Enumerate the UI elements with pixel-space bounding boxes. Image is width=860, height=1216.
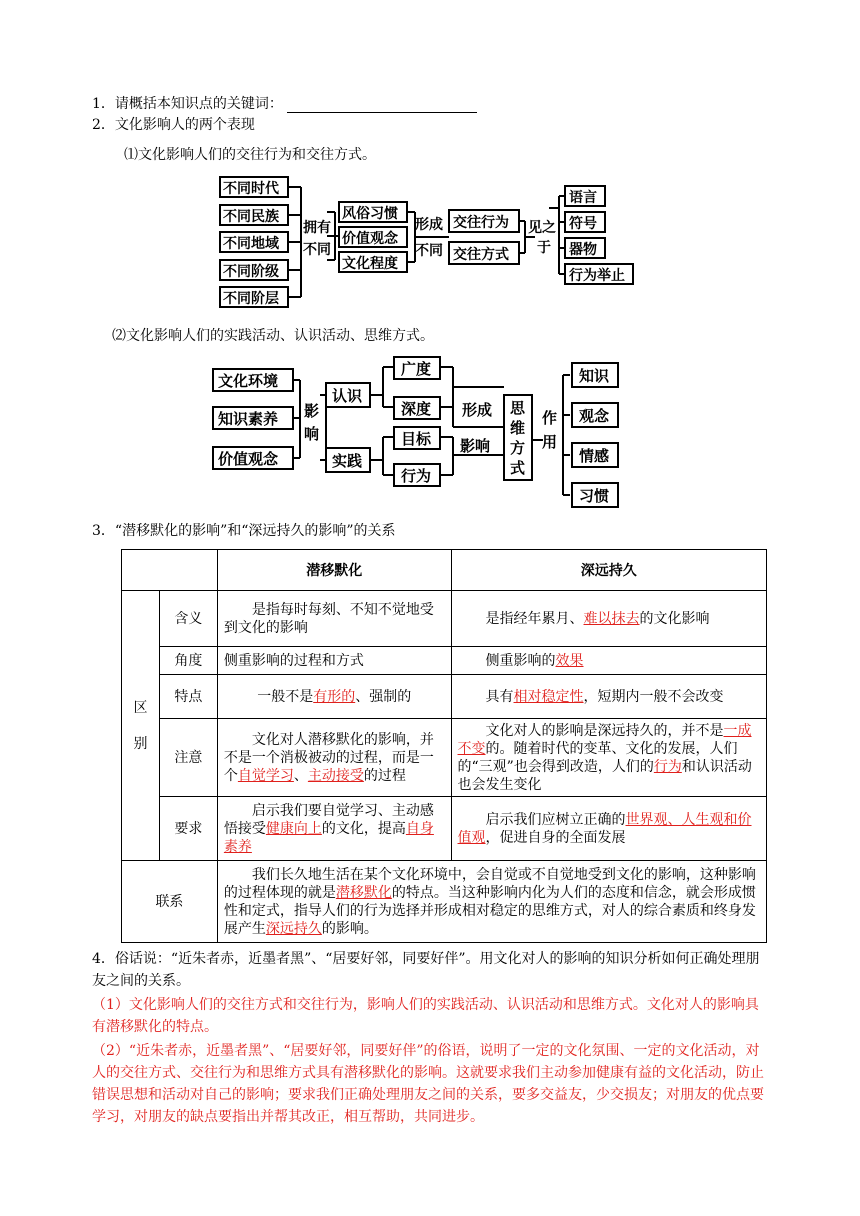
d2-bottom-0: 目标 [401,430,432,448]
answer-1: （1）文化影响人们的交往方式和交往行为，影响人们的实践活动、认识活动和思维方式。文化对人的影响具有潜移默化的特点。 [92,997,759,1035]
row-key: 角度 [159,647,217,675]
d1-left-4: 不同阶层 [223,291,279,307]
subpoint-2: ⑵文化影响人们的实践活动、认识活动、思维方式。 [112,328,434,344]
d1-see1: 见之 [528,220,556,236]
d2-top-1: 深度 [401,400,432,418]
d2-right-0: 知识 [579,367,610,385]
answer-2: （2）“近朱者赤，近墨者黑”、“居要好邻，同要好伴”的俗语，说明了一定的文化氛围、一定的文化活动，对人的交往方式、交往行为和思维方式具有潜移默化的影响。这就要求我们主动参加健康有益的文化活动，防止错误思想和活动对自己的影响；要求我们正确处理朋友之间的关系，要多交益友，少交损友；对朋友的优点要学习，对朋友的缺点要指出并帮其改正，相互帮助，共同进步。 [92,1043,764,1125]
d1-right-0: 语言 [569,190,597,206]
d2-think-1: 维 [510,419,526,437]
d1-form: 形成 [415,217,443,233]
d2-affect: 影响 [460,437,491,455]
d2-think-2: 方 [510,439,526,457]
row-key: 特点 [159,675,217,719]
diagram-communication [215,172,640,312]
d2-influence-0: 影 [304,402,320,420]
group-diff: 区 别 [122,591,160,861]
d1-mid-2: 文化程度 [342,256,398,272]
question-1-text: 1．请概括本知识点的关键词： [92,96,283,112]
row-key: 注意 [159,719,217,797]
d1-see2: 于 [537,240,551,256]
d2-left-0: 文化环境 [218,372,279,390]
diagram-thinking [208,355,628,510]
row-a: 是指每时每刻、不知不觉地受到文化的影响 [217,591,451,647]
d2-mid-0: 认识 [332,387,363,405]
d2-right-1: 观念 [579,407,610,425]
d1-right-1: 符号 [569,216,597,232]
d1-left-0: 不同时代 [223,181,279,197]
d2-form: 形成 [462,401,493,419]
d1-have: 拥有 [303,220,331,236]
row-a: 启示我们要自觉学习、主动感悟接受健康向上的文化，提高自身素养 [217,797,451,861]
row-b: 是指经年累月、难以抹去的文化影响 [451,591,766,647]
d1-mid-0: 风俗习惯 [342,206,398,222]
d2-think-0: 思 [510,399,526,417]
d2-left-1: 知识素养 [218,410,279,428]
question-3: 3．“潜移默化的影响”和“深远持久的影响”的关系 [92,523,396,539]
row-key-link: 联系 [122,861,218,943]
d1-right-2: 器物 [569,242,597,258]
d1-diff2: 不同 [415,243,443,259]
d2-role-1: 用 [542,433,558,451]
d2-bottom-1: 行为 [401,467,432,485]
row-a: 侧重影响的过程和方式 [217,647,451,675]
row-key: 要求 [159,797,217,861]
comparison-table [121,549,767,943]
row-b: 启示我们应树立正确的世界观、人生观和价值观，促进自身的全面发展 [451,797,766,861]
d2-left-2: 价值观念 [218,450,279,468]
header-col2: 深远持久 [451,550,766,591]
d2-mid-1: 实践 [332,452,363,470]
answer-blank [287,98,477,113]
d1-behavior-0: 交往行为 [453,215,509,231]
d2-right-3: 习惯 [579,487,610,505]
row-b: 文化对人的影响是深远持久的，并不是一成不变的。随着时代的变革、文化的发展，人们的“三观”也会得到改造，人们的行为和认识活动也会发生变化 [451,719,766,797]
d2-influence-1: 响 [304,425,320,443]
d1-left-2: 不同地域 [223,236,279,252]
row-key: 含义 [159,591,217,647]
d2-think-3: 式 [510,459,526,477]
d1-left-3: 不同阶级 [223,264,279,280]
question-2: 2．文化影响人的两个表现 [92,117,255,133]
d1-left-1: 不同民族 [223,209,279,225]
row-a: 文化对人潜移默化的影响，并不是一个消极被动的过程，而是一个自觉学习、主动接受的过程 [217,719,451,797]
question-1 [92,95,477,113]
d1-behavior-1: 交往方式 [453,247,509,263]
row-a: 一般不是有形的、强制的 [217,675,451,719]
d1-diff: 不同 [303,242,331,258]
d2-role-0: 作 [542,409,558,427]
d1-mid-1: 价值观念 [342,231,398,247]
header-col1: 潜移默化 [217,550,451,591]
row-b: 具有相对稳定性，短期内一般不会改变 [451,675,766,719]
d2-top-0: 广度 [401,360,432,378]
header-empty [122,550,218,591]
question-4: 4．俗话说：“近朱者赤，近墨者黑”、“居要好邻，同要好伴”。用文化对人的影响的知识分析如何正确处理朋友之间的关系。 [92,951,760,989]
subpoint-1: ⑴文化影响人们的交往行为和交往方式。 [124,147,376,163]
d2-right-2: 情感 [579,447,610,465]
row-link: 我们长久地生活在某个文化环境中，会自觉或不自觉地受到文化的影响，这种影响的过程体现的就是潜移默化的特点。当这种影响内化为人们的态度和信念，就会形成惯性和定式，指导人们的行为选择并形成相对稳定的思维方式，对人的综合素质和终身发展产生深远持久的影响。 [217,861,766,943]
d1-right-3: 行为举止 [569,268,625,284]
row-b: 侧重影响的效果 [451,647,766,675]
